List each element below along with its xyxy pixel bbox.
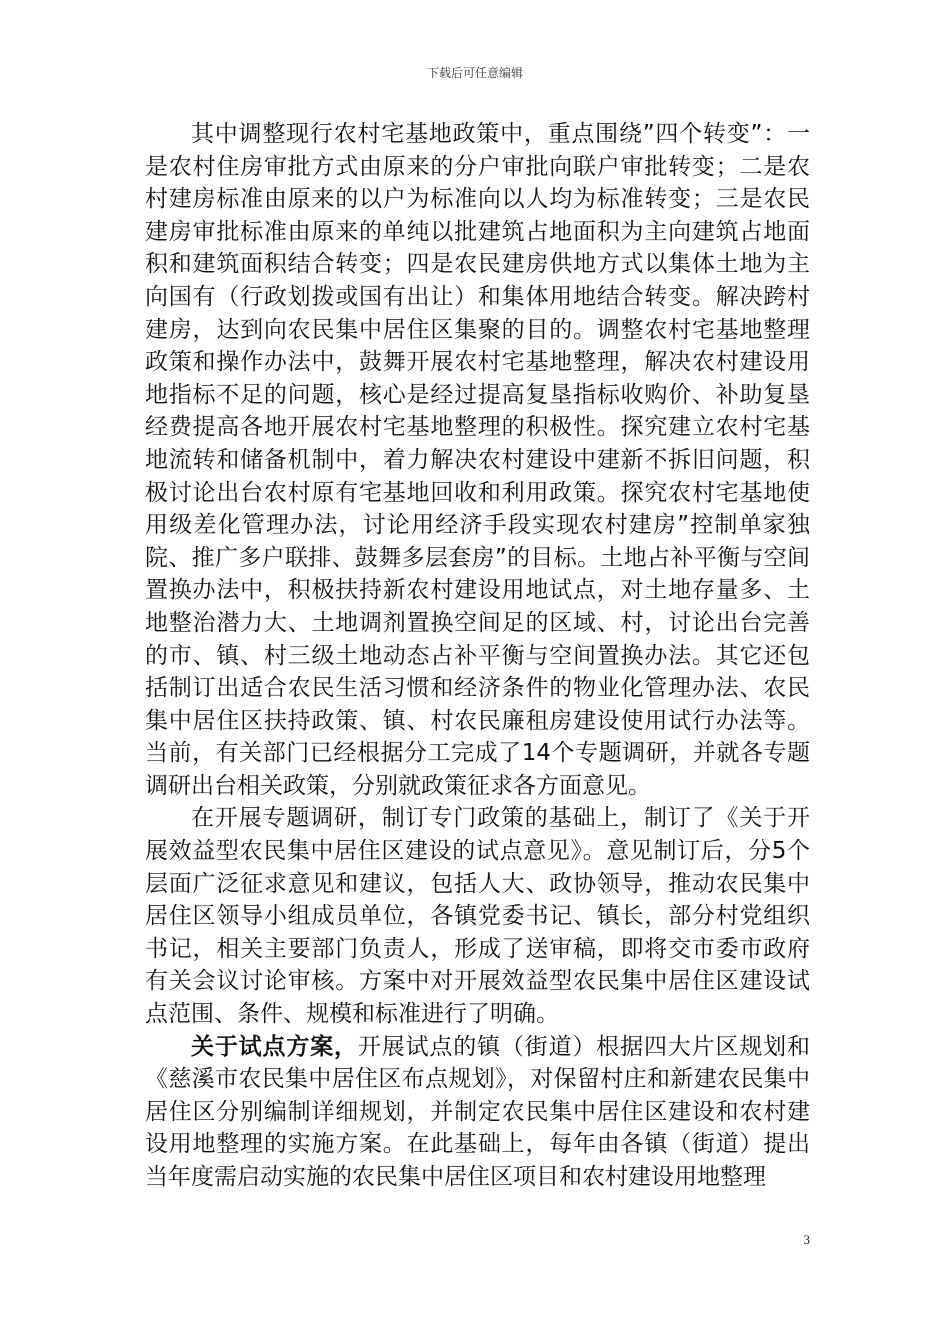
paragraph-3 [145,1031,810,1194]
paragraph-1 [145,118,810,802]
page-number: 3 [803,1232,810,1247]
paragraph-1-text: 其中调整现行农村宅基地政策中，重点围绕”四个转变”：一是农村住房审批方式由原来的分户审批向联户审批转变；二是农村建房标准由原来的以户为标准向以人均为标准转变；三是农民建房审批标准由原来的单纯以批建筑占地面积为主向建筑占地面积和建筑面积结合转变；四是农民建房供地方式以集体土地为主向国有（行政划拨或国有出让）和集体用地结合转变。解决跨村建房，达到向农民集中居住区集聚的目的。调整农村宅基地整理政策和操作办法中，鼓舞开展农村宅基地整理，解决农村建设用地指标不足的问题，核心是经过提高复垦指标收购价、补助复垦经费提高各地开展农村宅基地整理的积极性。探究建立农村宅基地流转和储备机制中，着力解决农村建设中建新不拆旧问题，积极讨论出台农村原有宅基地回收和利用政策。探究农村宅基地使用级差化管理办法，讨论用经济手段实现农村建房”控制单家独院、推广多户联排、鼓舞多层套房”的目标。土地占补平衡与空间置换办法中，积极扶持新农村建设用地试点，对土地存量多、土地整治潜力大、土地调剂置换空间足的区域、村，讨论出台完善的市、镇、村三级土地动态占补平衡与空间置换办法。其它还包括制订出适合农民生活习惯和经济条件的物业化管理办法、农民集中居住区扶持政策、镇、村农民廉租房建设使用试行办法等。当前，有关部门已经根据分工完成了14个专题调研，并就各专题调研出台相关政策，分别就政策征求各方面意见。 [145,121,810,799]
paragraph-2 [145,802,810,1030]
paragraph-3-text: 开展试点的镇（街道）根据四大片区规划和《慈溪市农民集中居住区布点规划》，对保留村庄和新建农民集中居住区分别编制详细规划，并制定农民集中居住区建设和农村建设用地整理的实施方案。在此基础上，每年由各镇（街道）提出当年度需启动实施的农民集中居住区项目和农村建设用地整理 [145,1033,811,1190]
page-header: 下载后可任意编辑 [426,66,523,80]
body-text [145,118,810,1194]
paragraph-2-text: 在开展专题调研，制订专门政策的基础上，制订了《关于开展效益型农民集中居住区建设的试点意见》。意见制订后，分5个层面广泛征求意见和建议，包括人大、政协领导，推动农民集中居住区领导小组成员单位，各镇党委书记、镇长，部分村党组织书记，相关主要部门负责人，形成了送审稿，即将交市委市政府有关会议讨论审核。方案中对开展效益型农民集中居住区建设试点范围、条件、规模和标准进行了明确。 [145,805,810,1028]
paragraph-3-lead: 关于试点方案， [191,1033,358,1060]
